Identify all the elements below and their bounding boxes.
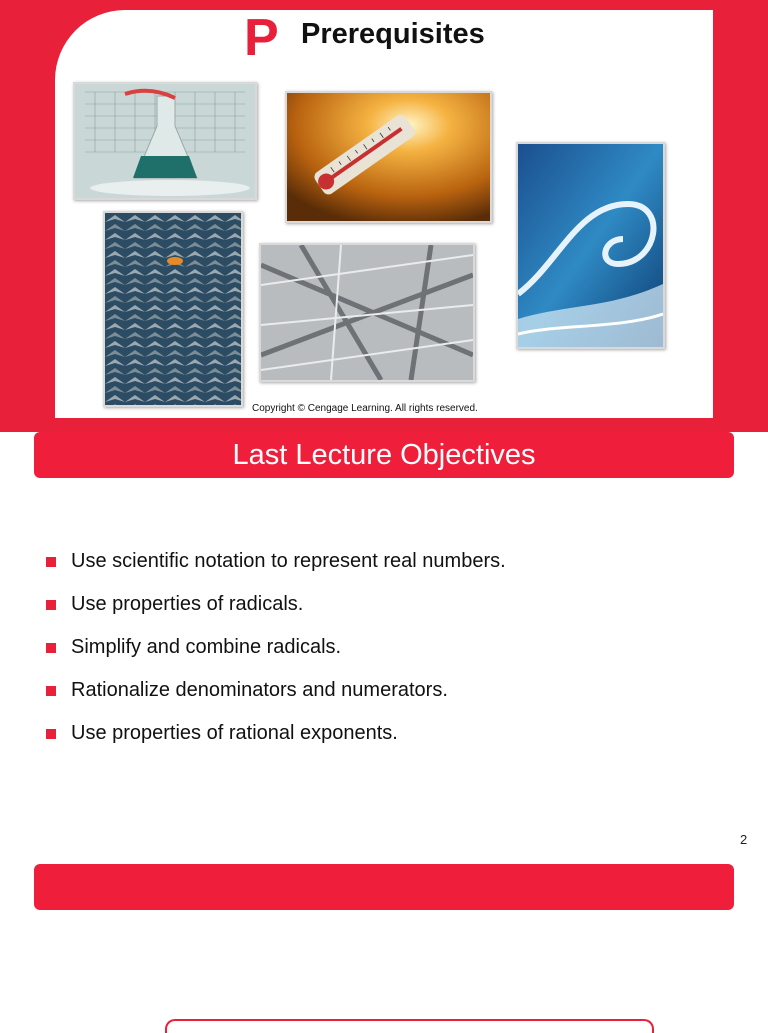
bullet-square-icon	[46, 729, 56, 739]
list-item	[44, 634, 506, 677]
list-item	[44, 591, 506, 634]
objective-text: Rationalize denominators and numerators.	[71, 679, 448, 701]
copyright-notice: Copyright © Cengage Learning. All rights reserved.	[252, 403, 478, 414]
steel-structure-photo	[259, 243, 475, 382]
ocean-wave-photo	[516, 142, 665, 349]
objective-text: Simplify and combine radicals.	[71, 636, 342, 658]
objective-text: Use scientific notation to represent real numbers.	[71, 550, 506, 572]
next-slide-content-box	[165, 1019, 654, 1033]
next-slide-banner	[34, 864, 734, 910]
page-number: 2	[740, 832, 748, 847]
slide-title: Last Lecture Objectives	[232, 439, 536, 471]
objectives-list	[44, 548, 506, 763]
list-item	[44, 720, 506, 763]
bullet-square-icon	[46, 686, 56, 696]
list-item	[44, 548, 506, 591]
bullet-square-icon	[46, 600, 56, 610]
tessellation-pattern-photo	[103, 211, 243, 407]
objective-text: Use properties of radicals.	[71, 593, 304, 615]
thermometer-sun-photo	[285, 91, 492, 223]
title-banner	[34, 432, 734, 478]
list-item	[44, 677, 506, 720]
bullet-square-icon	[46, 643, 56, 653]
chemistry-flask-photo	[73, 82, 257, 200]
chapter-title: Prerequisites	[301, 18, 485, 50]
chapter-letter: P	[244, 9, 279, 67]
bullet-square-icon	[46, 557, 56, 567]
objective-text: Use properties of rational exponents.	[71, 722, 398, 744]
